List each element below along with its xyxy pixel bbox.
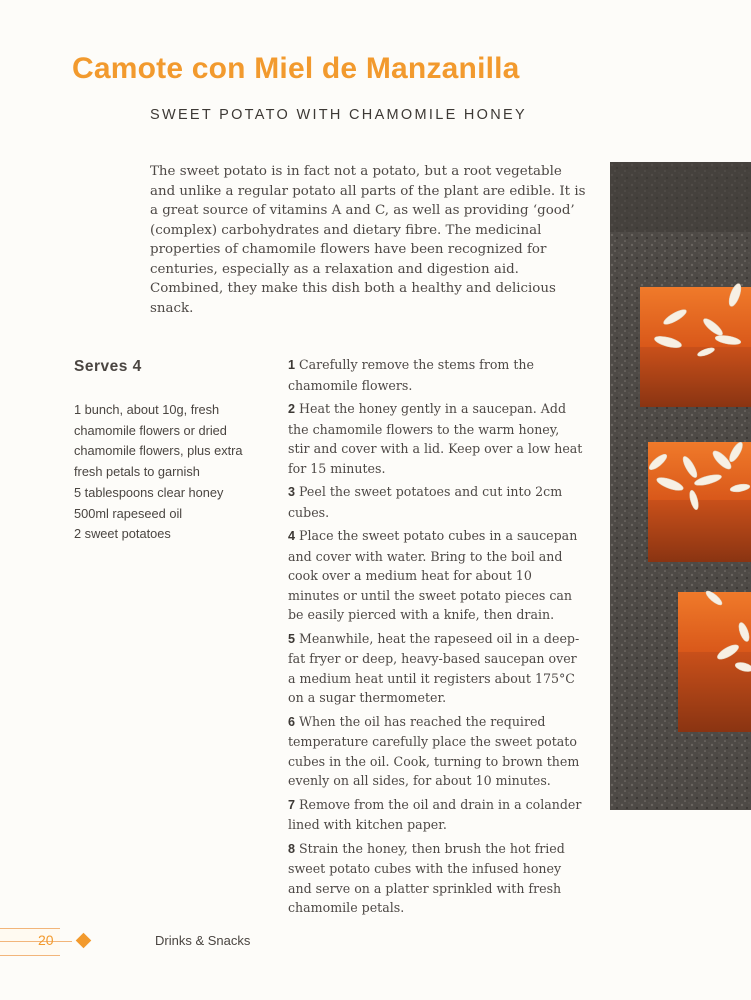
step-text: Heat the honey gently in a saucepan. Add the chamomile flowers to the warm honey, stir and cover with a lid. Keep over a low heat for 15 minutes. xyxy=(288,401,583,476)
step-number: 3 xyxy=(288,485,296,499)
step-number: 1 xyxy=(288,358,296,372)
diamond-icon xyxy=(76,933,92,949)
ingredient-line: chamomile flowers or dried xyxy=(74,422,227,438)
method-step xyxy=(288,795,584,835)
step-text: Remove from the oil and drain in a colander lined with kitchen paper. xyxy=(288,796,582,832)
sweet-potato-photo xyxy=(610,162,751,810)
method-steps xyxy=(288,355,584,922)
step-number: 2 xyxy=(288,402,296,416)
method-step xyxy=(288,399,584,478)
method-step xyxy=(288,526,584,625)
step-number: 8 xyxy=(288,841,296,856)
serves-heading: Serves 4 xyxy=(74,358,142,375)
step-number: 4 xyxy=(288,529,296,543)
ingredient-line: 5 tablespoons clear honey xyxy=(74,484,224,500)
ingredient-line: fresh petals to garnish xyxy=(74,464,200,480)
recipe-title: Camote con Miel de Manzanilla xyxy=(72,52,520,85)
step-number: 7 xyxy=(288,797,296,812)
ingredient-line: chamomile flowers, plus extra xyxy=(74,443,243,459)
step-text: Carefully remove the stems from the chamomile flowers. xyxy=(288,357,534,393)
section-name: Drinks & Snacks xyxy=(155,933,251,948)
ingredient-line: 1 bunch, about 10g, fresh xyxy=(74,402,220,417)
step-number: 6 xyxy=(288,714,296,729)
ingredients-list xyxy=(74,400,264,545)
method-step xyxy=(288,482,584,522)
method-step xyxy=(288,355,584,395)
recipe-subtitle: SWEET POTATO WITH CHAMOMILE HONEY xyxy=(150,107,527,123)
page-number: 20 xyxy=(38,932,54,948)
step-text: Meanwhile, heat the rapeseed oil in a deep-fat fryer or deep, heavy-based saucepan over a medium heat until it registers about 175°C on a sugar thermometer. xyxy=(288,630,580,705)
sweet-potato-illustration xyxy=(610,162,751,810)
ingredient-line: 2 sweet potatoes xyxy=(74,526,171,542)
step-text: Place the sweet potato cubes in a saucepan and cover with water. Bring to the boil and cook over a medium heat for about 10 minutes or until the sweet potato pieces can be easily pierced with a knife, then drain. xyxy=(288,528,578,622)
method-step xyxy=(288,712,584,791)
potato-cube xyxy=(678,592,751,732)
recipe-intro: The sweet potato is in fact not a potato, but a root vegetable and unlike a regular potato all parts of the plant are edible. It is a great source of vitamins A and C, as well as providing ‘good’ (complex) carbohydrates and dietary fibre. The medicinal properties of chamomile flowers have been recognized for centuries, especially as a relaxation and digestion aid. Combined, they make this dish both a healthy and delicious snack. xyxy=(150,164,586,316)
step-text: Strain the honey, then brush the hot fried sweet potato cubes with the infused honey and serve on a platter sprinkled with fresh chamomile petals. xyxy=(288,840,565,915)
step-number: 5 xyxy=(288,631,296,646)
method-step xyxy=(288,839,584,918)
footer-rule xyxy=(0,941,72,942)
step-text: Peel the sweet potatoes and cut into 2cm cubes. xyxy=(288,484,563,520)
step-text: When the oil has reached the required temperature carefully place the sweet potato cubes in the oil. Cook, turning to brown them evenly on all sides, for about 10 minutes. xyxy=(288,713,580,788)
ingredient-line: 500ml rapeseed oil xyxy=(74,505,183,521)
method-step xyxy=(288,629,584,708)
